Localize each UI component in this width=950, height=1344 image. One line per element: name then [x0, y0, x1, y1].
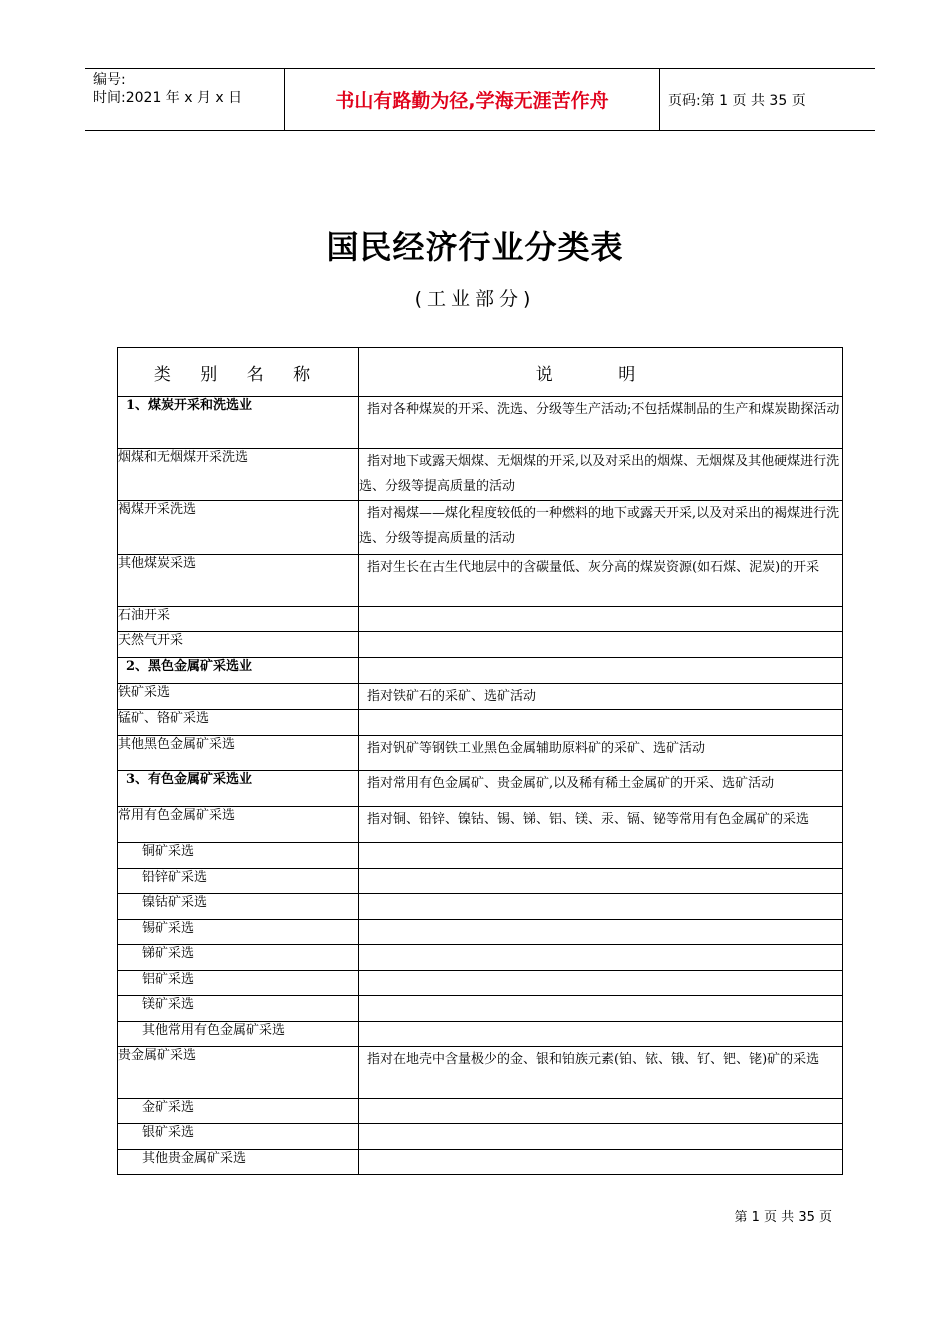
- row-desc: 指对地下或露天烟煤、无烟煤的开采,以及对采出的烟煤、无烟煤及其他硬煤进行洗选、分级等提高质量的活动: [359, 449, 843, 501]
- table-row: [118, 1150, 843, 1175]
- row-desc: 指对常用有色金属矿、贵金属矿,以及稀有稀土金属矿的开采、选矿活动: [359, 771, 843, 807]
- row-name: 2、黑色金属矿采选业: [118, 658, 359, 684]
- row-name: 锰矿、铬矿采选: [118, 710, 359, 736]
- row-desc: 指对各种煤炭的开采、洗选、分级等生产活动;不包括煤制品的生产和煤炭勘探活动: [359, 397, 843, 449]
- row-desc: [359, 920, 843, 945]
- table-row: [118, 971, 843, 996]
- row-desc: 指对铜、铅锌、镍钴、锡、锑、铝、镁、汞、镉、铋等常用有色金属矿的采选: [359, 807, 843, 843]
- row-name: 锑矿采选: [118, 945, 359, 971]
- row-name: 铅锌矿采选: [118, 869, 359, 894]
- row-desc: 指对褐煤——煤化程度较低的一种燃料的地下或露天开采,以及对采出的褐煤进行洗选、分级等提高质量的活动: [359, 501, 843, 555]
- row-name: 石油开采: [118, 607, 359, 632]
- table-row: [118, 945, 843, 971]
- row-name: 铜矿采选: [118, 843, 359, 869]
- table-row: [118, 658, 843, 684]
- time-label: 时间:2021 年 x 月 x 日: [93, 90, 243, 106]
- table-row: [118, 771, 843, 807]
- row-name: 3、有色金属矿采选业: [118, 771, 359, 807]
- row-name: 1、煤炭开采和洗选业: [118, 397, 359, 449]
- row-name: 其他常用有色金属矿采选: [118, 1022, 359, 1047]
- row-desc: 指对钒矿等钢铁工业黑色金属辅助原料矿的采矿、选矿活动: [359, 736, 843, 771]
- table-row: [118, 632, 843, 658]
- table-row: [118, 684, 843, 710]
- industry-table: [117, 347, 843, 1175]
- column-header-name: 类 别 名 称: [118, 348, 359, 397]
- row-name: 天然气开采: [118, 632, 359, 658]
- row-name: 烟煤和无烟煤开采洗选: [118, 449, 359, 501]
- row-name: 金矿采选: [118, 1099, 359, 1124]
- row-desc: [359, 1124, 843, 1150]
- table-row: [118, 894, 843, 920]
- document-subtitle: (工业部分): [414, 288, 536, 310]
- row-name: 镍钴矿采选: [118, 894, 359, 920]
- table-row: [118, 843, 843, 869]
- row-name: 其他黑色金属矿采选: [118, 736, 359, 771]
- page-header: [85, 68, 875, 131]
- row-name: 银矿采选: [118, 1124, 359, 1150]
- row-name: 常用有色金属矿采选: [118, 807, 359, 843]
- row-name: 镁矿采选: [118, 996, 359, 1022]
- table-row: [118, 1022, 843, 1047]
- row-desc: [359, 607, 843, 632]
- number-label: 编号:: [93, 72, 126, 88]
- row-desc: [359, 710, 843, 736]
- row-desc: [359, 1150, 843, 1175]
- table-row: [118, 1124, 843, 1150]
- row-desc: [359, 1022, 843, 1047]
- row-name: 其他煤炭采选: [118, 555, 359, 607]
- table-row: [118, 449, 843, 501]
- row-name: 锡矿采选: [118, 920, 359, 945]
- table-row: [118, 807, 843, 843]
- table-row: [118, 607, 843, 632]
- table-row: [118, 397, 843, 449]
- row-desc: [359, 658, 843, 684]
- row-name: 贵金属矿采选: [118, 1047, 359, 1099]
- header-motto: 书山有路勤为径,学海无涯苦作舟: [285, 69, 660, 130]
- table-row: [118, 710, 843, 736]
- row-desc: [359, 894, 843, 920]
- row-desc: [359, 971, 843, 996]
- table-row: [118, 920, 843, 945]
- row-desc: [359, 1099, 843, 1124]
- row-desc: [359, 869, 843, 894]
- table-row: [118, 996, 843, 1022]
- row-desc: 指对生长在古生代地层中的含碳量低、灰分高的煤炭资源(如石煤、泥炭)的开采: [359, 555, 843, 607]
- row-name: 其他贵金属矿采选: [118, 1150, 359, 1175]
- row-desc: 指对铁矿石的采矿、选矿活动: [359, 684, 843, 710]
- row-desc: [359, 843, 843, 869]
- row-desc: [359, 945, 843, 971]
- table-row: [118, 1047, 843, 1099]
- table-row: [118, 736, 843, 771]
- row-desc: 指对在地壳中含量极少的金、银和铂族元素(铂、铱、锇、钌、钯、铑)矿的采选: [359, 1047, 843, 1099]
- table-row: [118, 501, 843, 555]
- header-meta: [85, 69, 285, 130]
- page-footer: 第 1 页 共 35 页: [734, 1210, 832, 1225]
- table-header-row: [118, 348, 843, 397]
- row-name: 褐煤开采洗选: [118, 501, 359, 555]
- table-row: [118, 555, 843, 607]
- table-row: [118, 869, 843, 894]
- row-desc: [359, 996, 843, 1022]
- table-row: [118, 1099, 843, 1124]
- row-desc: [359, 632, 843, 658]
- document-title: 国民经济行业分类表: [326, 228, 624, 266]
- header-page-info: 页码:第 1 页 共 35 页: [668, 92, 806, 109]
- column-header-desc: 说 明: [359, 348, 843, 397]
- row-name: 铁矿采选: [118, 684, 359, 710]
- row-name: 铝矿采选: [118, 971, 359, 996]
